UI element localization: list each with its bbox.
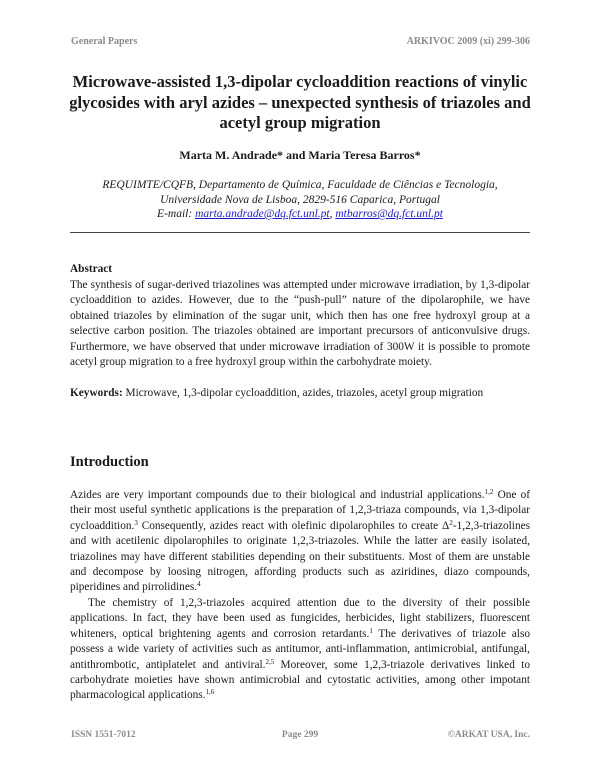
text-span: Consequently, azides react with olefinic dipolarophiles to create Δ — [137, 519, 450, 532]
reference-superscript: 3 — [134, 518, 138, 527]
text-span: The chemistry of 1,2,3-triazoles acquired attention due to the diversity of their possible applications. In fact, they have been used as fungicides, herbicides, light stabilizers, fluorescent whiteners, optical brightening agents and corrosion retardants. — [70, 597, 530, 640]
reference-superscript: 4 — [197, 580, 201, 589]
keywords-text: Microwave, 1,3-dipolar cycloaddition, azides, triazoles, acetyl group migration — [122, 387, 484, 399]
affiliation-line-2: Universidade Nova de Lisboa, 2829-516 Caparica, Portugal — [160, 193, 440, 206]
reference-superscript: 1 — [369, 626, 373, 635]
text-span: Moreover, some 1,2,3-triazole derivatives linked to carbohydrate moieties have shown antimicrobial and cytostatic activities, among other impotant pharmacological applications. — [70, 658, 531, 702]
copyright: ©ARKAT USA, Inc. — [447, 730, 530, 740]
keywords-label: Keywords: — [70, 387, 123, 399]
intro-paragraph-1 — [70, 488, 530, 596]
journal-citation: ARKIVOC 2009 (xi) 299-306 — [406, 36, 530, 47]
paper-title: Microwave-assisted 1,3-dipolar cycloaddition reactions of vinylic glycosides with aryl azides – unexpected synthesis of triazoles and acetyl group migration — [69, 72, 531, 132]
page-number: Page 299 — [281, 730, 319, 740]
intro-paragraph-2 — [70, 596, 530, 704]
reference-superscript: 1,2 — [484, 488, 494, 496]
text-span: -1,2,3-triazolines and with acetilenic dipolarophiles to originate 1,2,3-triazoles. While the latter are easily isolated, triazolines may have different stabilities depending on their substituents. Most of them are unstable and decompose by loosing nitrogen, affording products such as aziridines, diazo compounds, piperidines and pirrolidines. — [70, 519, 530, 594]
journal-section-label: General Papers — [71, 36, 138, 47]
email-label: E-mail: — [157, 208, 196, 220]
reference-superscript: 1,6 — [205, 688, 215, 697]
email-link-barros[interactable]: mtbarros@dq.fct.unl.pt — [335, 208, 443, 220]
text-span: Azides are very important compounds due to their biological and industrial applications. — [70, 489, 485, 501]
authors: Marta M. Andrade* and Maria Teresa Barros* — [179, 148, 421, 162]
email-link-andrade[interactable]: marta.andrade@dq.fct.unl.pt — [195, 208, 330, 220]
affiliation-line-1: REQUIMTE/CQFB, Departamento de Química, Faculdade de Ciências e Tecnologia, — [102, 179, 498, 191]
keywords — [70, 386, 530, 401]
divider — [70, 232, 530, 233]
reference-superscript: 2,5 — [265, 657, 275, 666]
email-line — [60, 207, 540, 222]
introduction-heading: Introduction — [70, 454, 149, 470]
abstract-heading: Abstract — [70, 263, 113, 275]
text-span: The derivatives of triazole also possess a wide variety of activities such as antitumor, anti-inflammation, antimicrobial, antifungal, antithrombotic, antiplatelet and antiviral. — [70, 627, 530, 671]
abstract-text: The synthesis of sugar-derived triazolines was attempted under microwave irradiation, by 1,3-dipolar cycloaddition to azides. However, due to the “push-pull” nature of the dipolarophile, we have obtained triazoles by elimination of the sugar unit, which then has one free hydroxyl group at a selective carbon position. The triazoles obtained are important precursors of anticonvulsive drugs. Furthermore, we have observed that under microwave irradiation of 300W it is possible to promote acetyl group migration to a free hydroxyl group within the carbohydrate moiety. — [70, 279, 530, 369]
delta-superscript: 2 — [449, 518, 453, 527]
issn: ISSN 1551-7012 — [71, 730, 136, 740]
email-separator: , — [329, 208, 336, 220]
affiliation — [60, 178, 540, 222]
text-span: One of their most useful synthetic applications is the preparation of 1,2,3-triaza compounds, via 1,3-dipolar cycloaddition. — [70, 489, 530, 532]
